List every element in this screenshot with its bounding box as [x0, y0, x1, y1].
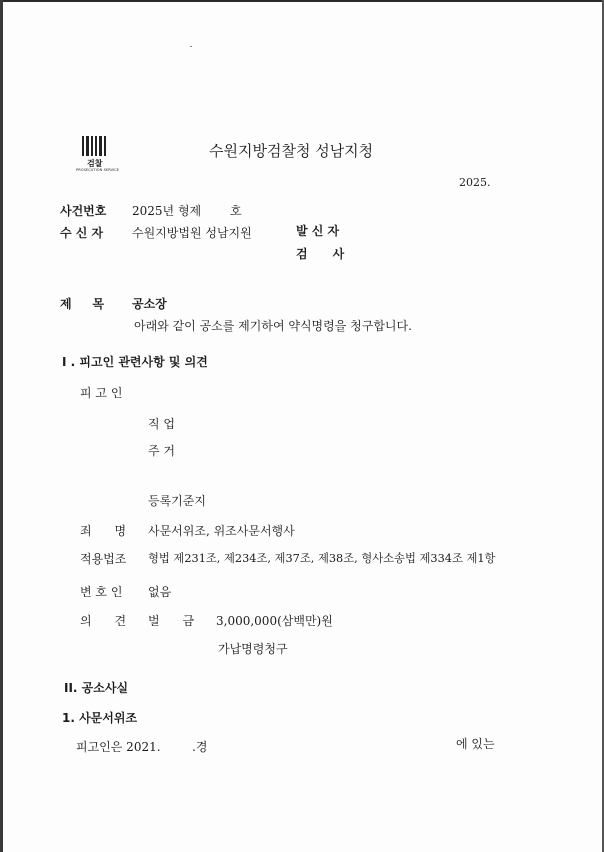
charge-label: 죄 명: [80, 524, 127, 538]
defendant-label: 피 고 인: [80, 386, 123, 400]
case-number-year: 2025년 형제: [132, 204, 202, 218]
subject-label: 제 목: [60, 297, 105, 311]
section2-subheading: 1. 사문서위조: [62, 711, 138, 725]
facts-body-end: 에 있는: [456, 737, 495, 751]
subject-body: 아래와 같이 공소를 제기하여 약식명령을 청구합니다.: [134, 319, 412, 333]
fine-label: 벌 금: [148, 614, 195, 628]
case-number-suffix: 호: [230, 204, 242, 218]
charge-value: 사문서위조, 위조사문서행사: [148, 524, 295, 538]
sender-label: 발 신 자: [296, 224, 340, 238]
document-date: 2025.: [459, 176, 491, 189]
scan-edge-top: [0, 0, 604, 2]
sender-title: 검 사: [296, 247, 345, 261]
section2-heading: II. 공소사실: [64, 681, 129, 695]
facts-body-mid: .경: [192, 740, 208, 754]
subject-value: 공소장: [132, 297, 167, 311]
section1-heading: I . 피고인 관련사항 및 의견: [62, 355, 208, 369]
logo-text: 검찰: [87, 159, 103, 168]
opinion-label: 의 견: [80, 614, 127, 628]
prosecution-logo-icon: [76, 136, 120, 176]
applicable-law-label: 적용법조: [80, 552, 127, 566]
address-label: 주 거: [148, 444, 175, 458]
recipient-label: 수 신 자: [60, 226, 104, 240]
case-number-label: 사건번호: [60, 204, 107, 218]
occupation-label: 직 업: [148, 417, 175, 431]
scan-speck: [190, 46, 192, 47]
fine-value: 3,000,000(삼백만)원: [216, 614, 333, 628]
logo-subtext: PROSECUTION SERVICE: [76, 168, 120, 172]
recipient-value: 수원지방법원 성남지원: [132, 226, 252, 240]
provisional-payment-order: 가납명령청구: [218, 642, 288, 656]
scan-edge-left: [0, 0, 3, 852]
counsel-label: 변 호 인: [80, 585, 123, 599]
registry-label: 등록기준지: [148, 494, 206, 508]
counsel-value: 없음: [148, 585, 172, 599]
agency-name: 수원지방검찰청 성남지청: [209, 142, 374, 160]
facts-body-start: 피고인은 2021.: [76, 740, 161, 754]
applicable-law-value: 형법 제231조, 제234조, 제37조, 제38조, 형사소송법 제334조 제1항: [148, 552, 496, 565]
